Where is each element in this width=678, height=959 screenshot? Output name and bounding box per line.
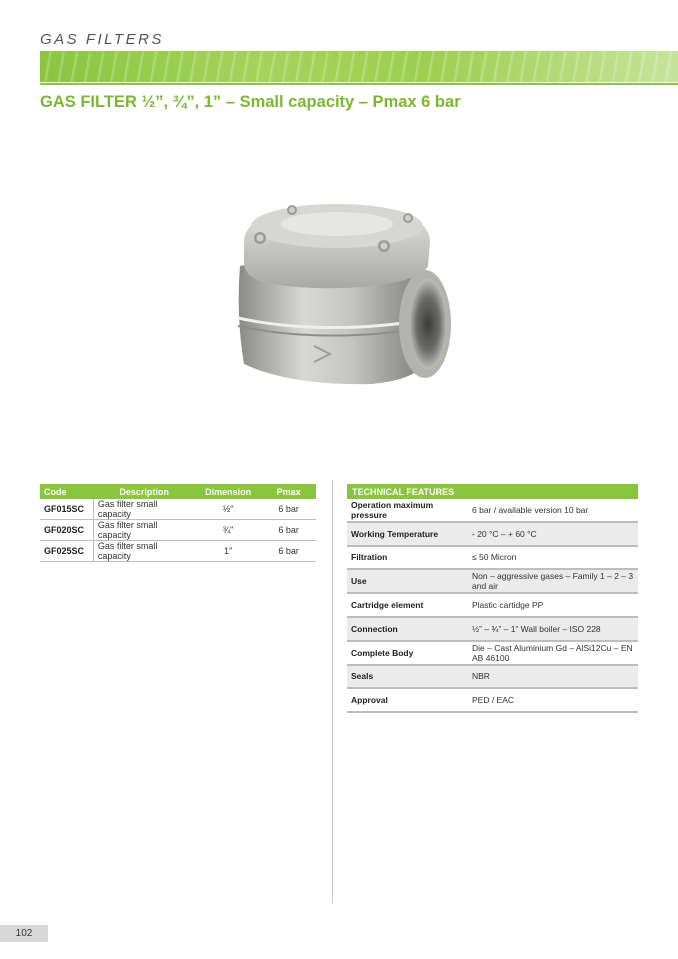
- feature-name: Operation maximum pressure: [347, 499, 468, 522]
- feature-value: NBR: [468, 665, 638, 689]
- code-cell: GF025SC: [40, 541, 93, 562]
- product-table-header: [40, 484, 316, 499]
- description-cell: Gas filter small capacity: [93, 520, 195, 541]
- page-number: 102: [0, 925, 48, 942]
- feature-name: Working Temperature: [347, 522, 468, 546]
- feature-value: Die – Cast Aluminium Gd – AlSi12Cu – EN AB 46100: [468, 641, 638, 665]
- technical-features-table: [347, 484, 638, 713]
- feature-name: Complete Body: [347, 641, 468, 665]
- table-row: [347, 593, 638, 617]
- table-row: [347, 641, 638, 665]
- column-divider: [332, 480, 333, 903]
- dimension-cell: ¾": [195, 520, 261, 541]
- dimension-cell: 1": [195, 541, 261, 562]
- feature-name: Connection: [347, 617, 468, 641]
- code-cell: GF015SC: [40, 499, 93, 520]
- description-header: Description: [93, 484, 195, 499]
- table-row: [347, 522, 638, 546]
- pmax-cell: 6 bar: [261, 499, 316, 520]
- table-row: [347, 665, 638, 689]
- feature-name: Approval: [347, 688, 468, 712]
- table-row: [347, 688, 638, 712]
- header-banner: [40, 51, 678, 82]
- feature-name: Cartridge element: [347, 593, 468, 617]
- feature-value: 6 bar / available version 10 bar: [468, 499, 638, 522]
- feature-value: PED / EAC: [468, 688, 638, 712]
- table-row: [40, 520, 316, 541]
- description-cell: Gas filter small capacity: [93, 541, 195, 562]
- page-title: GAS FILTER ½”, ¾”, 1” – Small capacity – Pmax 6 bar: [40, 93, 461, 111]
- table-row: [40, 541, 316, 562]
- code-cell: GF020SC: [40, 520, 93, 541]
- dimension-header: Dimension: [195, 484, 261, 499]
- feature-name: Filtration: [347, 546, 468, 570]
- feature-value: Non – aggressive gases – Family 1 – 2 – 3 and air: [468, 569, 638, 593]
- technical-features-header: TECHNICAL FEATURES: [347, 484, 638, 499]
- pmax-header: Pmax: [261, 484, 316, 499]
- table-row: [347, 569, 638, 593]
- feature-value: ≤ 50 Micron: [468, 546, 638, 570]
- table-row: [40, 499, 316, 520]
- pmax-cell: 6 bar: [261, 541, 316, 562]
- table-row: [347, 617, 638, 641]
- product-code-table: [40, 484, 316, 562]
- dimension-cell: ½": [195, 499, 261, 520]
- banner-underline: [40, 83, 678, 85]
- feature-value: ½” – ¾” – 1” Wall boiler – ISO 228: [468, 617, 638, 641]
- section-label: GAS FILTERS: [40, 31, 164, 48]
- table-row: [347, 546, 638, 570]
- pmax-cell: 6 bar: [261, 520, 316, 541]
- description-cell: Gas filter small capacity: [93, 499, 195, 520]
- gas-filter-product-image: [222, 196, 458, 392]
- feature-value: - 20 °C – + 60 °C: [468, 522, 638, 546]
- feature-name: Seals: [347, 665, 468, 689]
- feature-name: Use: [347, 569, 468, 593]
- feature-value: Plastic cartidge PP: [468, 593, 638, 617]
- table-row: [347, 499, 638, 522]
- code-header: Code: [40, 484, 93, 499]
